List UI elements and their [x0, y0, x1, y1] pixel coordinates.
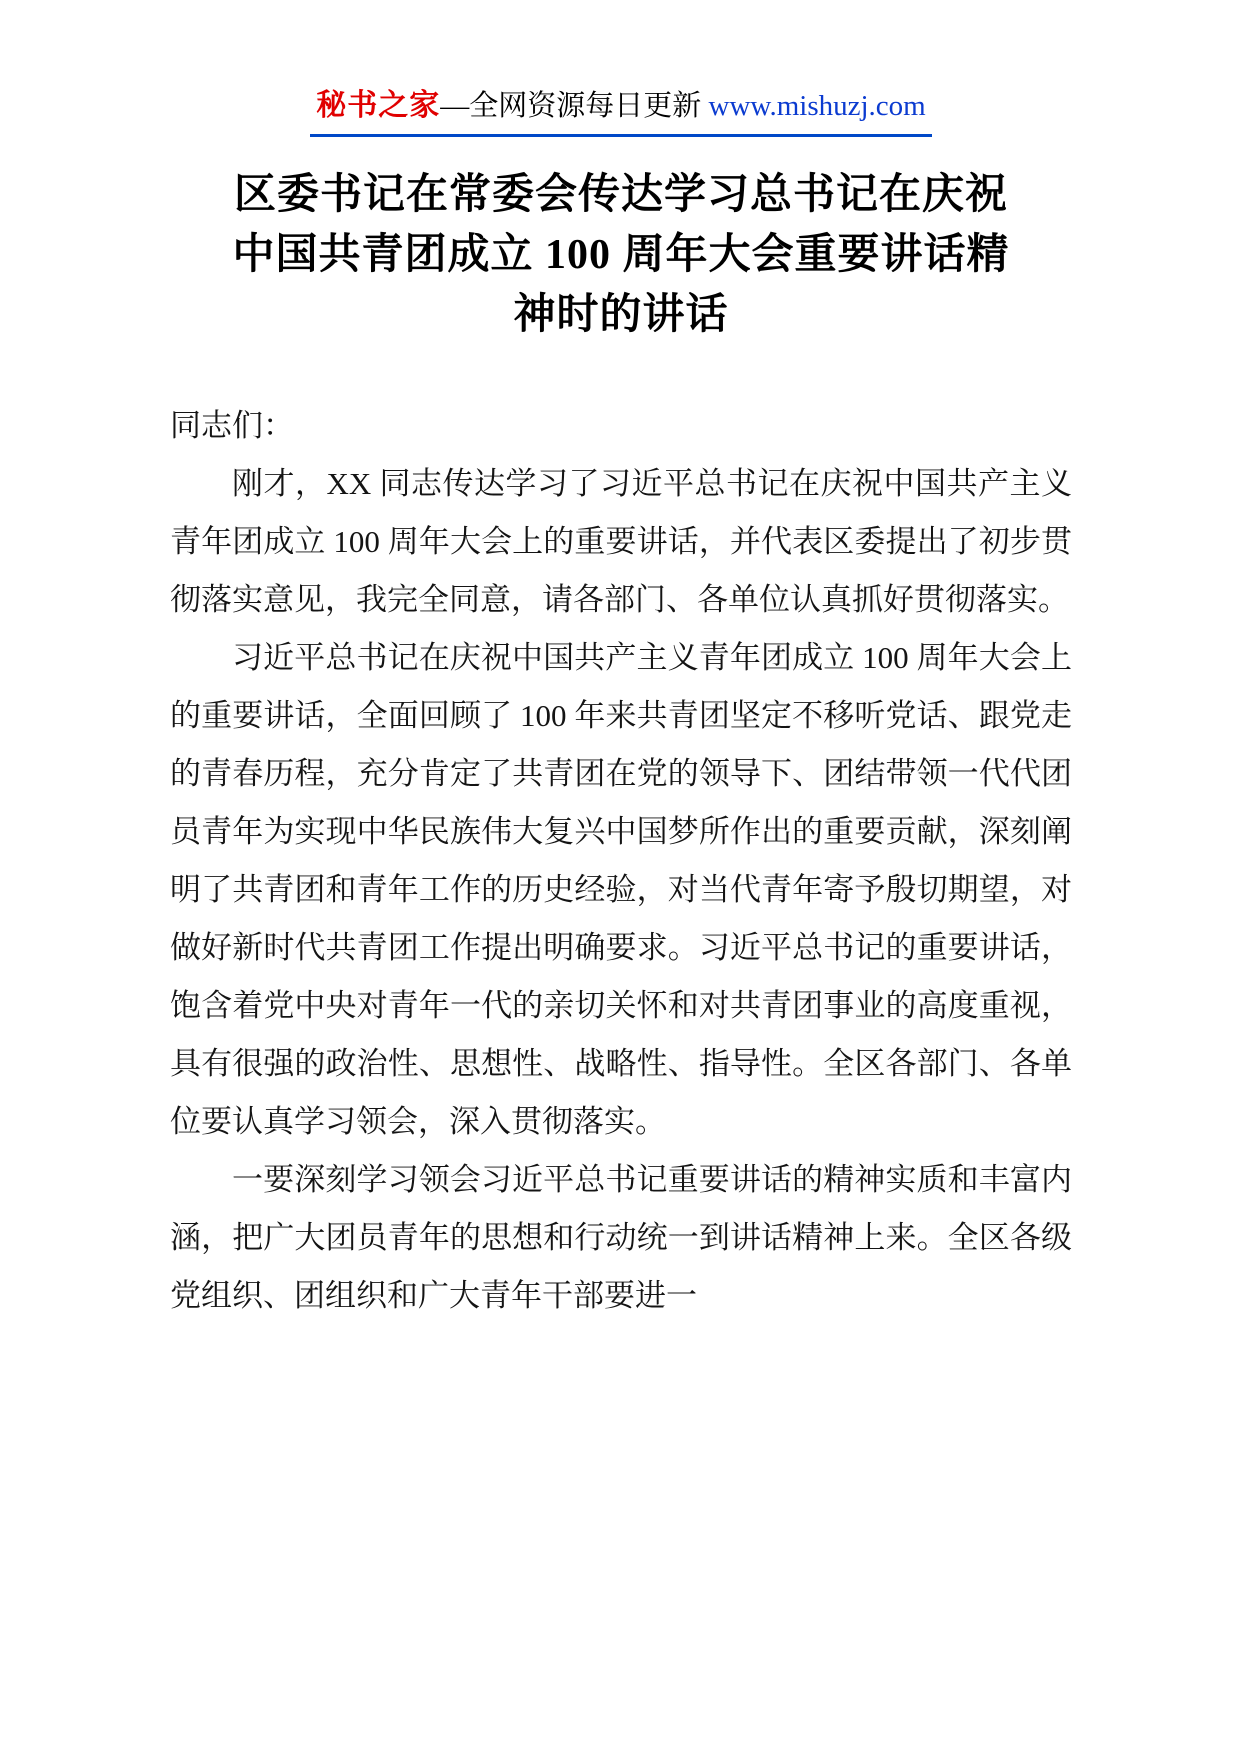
brand-name: 秘书之家 — [316, 89, 441, 122]
paragraph-1: 刚才，XX 同志传达学习了习近平总书记在庆祝中国共产主义青年团成立 100 周年大会上的重要讲话，并代表区委提出了初步贯彻落实意见，我完全同意，请各部门、各单位认真抓好贯彻落实。 — [170, 466, 1072, 617]
paragraph-2: 习近平总书记在庆祝中国共产主义青年团成立 100 周年大会上的重要讲话，全面回顾了 100 年来共青团坚定不移听党话、跟党走的青春历程，充分肯定了共青团在党的领导下、团结带领一代代团员青年为实现中华民族伟大复兴中国梦所作出的重要贡献，深刻阐明了共青团和青年工作的历史经验，对当代青年寄予殷切期望，对做好新时代共青团工作提出明确要求。习近平总书记的重要讲话，饱含着党中央对青年一代的亲切关怀和对共青团事业的高度重视，具有很强的政治性、思想性、战略性、指导性。全区各部门、各单位要认真学习领会，深入贯彻落实。 — [170, 640, 1072, 1139]
salutation: 同志们： — [170, 408, 294, 443]
site-header-underlined-text — [310, 80, 931, 137]
title-line-1: 区委书记在常委会传达学习总书记在庆祝 — [233, 172, 1008, 218]
document-body — [170, 397, 1072, 1325]
document-title — [170, 165, 1072, 345]
site-header — [170, 80, 1072, 137]
header-tagline: —全网资源每日更新 — [440, 90, 709, 122]
site-url-link[interactable]: www.mishuzj.com — [708, 90, 926, 122]
title-line-2: 中国共青团成立 100 周年大会重要讲话精 — [232, 232, 1010, 278]
paragraph-3: 一要深刻学习领会习近平总书记重要讲话的精神实质和丰富内涵，把广大团员青年的思想和行动统一到讲话精神上来。全区各级党组织、团组织和广大青年干部要进一 — [170, 1162, 1072, 1313]
title-line-3: 神时的讲话 — [513, 292, 729, 338]
